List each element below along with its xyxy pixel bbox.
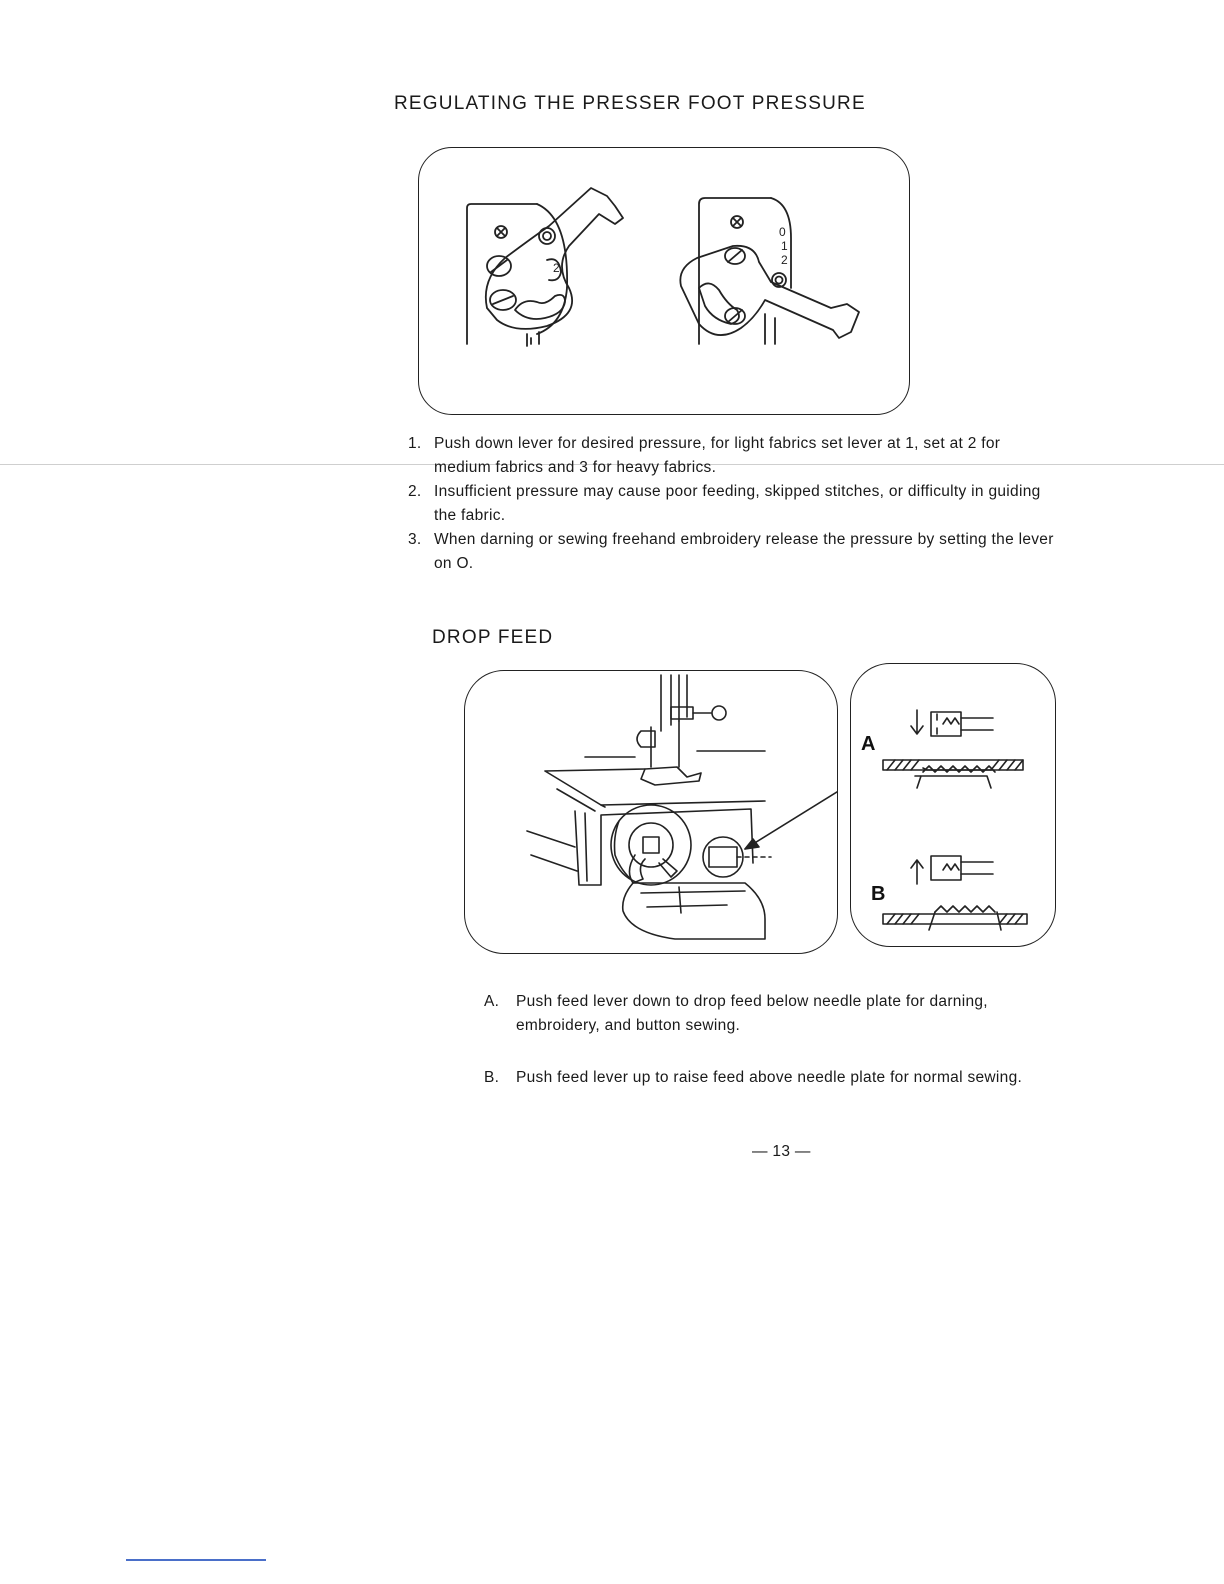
feed-position-diagram — [850, 663, 1056, 947]
list-item: 2. Insufficient pressure may cause poor feeding, skipped stitches, or difficulty in guiding the fabric. — [408, 483, 1041, 524]
list-item: 3. When darning or sewing freehand embroidery release the pressure by setting the lever on O. — [408, 531, 1054, 572]
dial-label-0: 0 — [779, 225, 786, 239]
list-item: B. Push feed lever up to raise feed above needle plate for normal sewing. — [484, 1069, 1023, 1086]
dial-label-2: 2 — [781, 253, 788, 267]
diagram-label-a: A — [861, 733, 876, 755]
sewing-machine-illustration — [464, 670, 838, 954]
dial-label-1: 1 — [781, 239, 788, 253]
drop-feed-instructions — [484, 990, 1056, 1090]
list-item: A. Push feed lever down to drop feed below needle plate for darning, embroidery, and button sewing. — [484, 993, 988, 1034]
dial-label-left: 2 — [553, 261, 560, 275]
section-title-presser-foot: REGULATING THE PRESSER FOOT PRESSURE — [394, 93, 866, 114]
presser-foot-instructions — [408, 432, 1058, 576]
presser-foot-illustration — [418, 147, 910, 415]
scan-line-bottom — [126, 1559, 266, 1561]
diagram-label-b: B — [871, 883, 886, 905]
list-item: 1. Push down lever for desired pressure, for light fabrics set lever at 1, set at 2 for medium fabrics and 3 for heavy fabrics. — [408, 435, 1001, 476]
page-number: — 13 — — [752, 1143, 811, 1160]
section-title-drop-feed: DROP FEED — [432, 627, 554, 648]
right-lever-drawing — [680, 198, 859, 344]
left-lever-drawing — [467, 188, 623, 346]
